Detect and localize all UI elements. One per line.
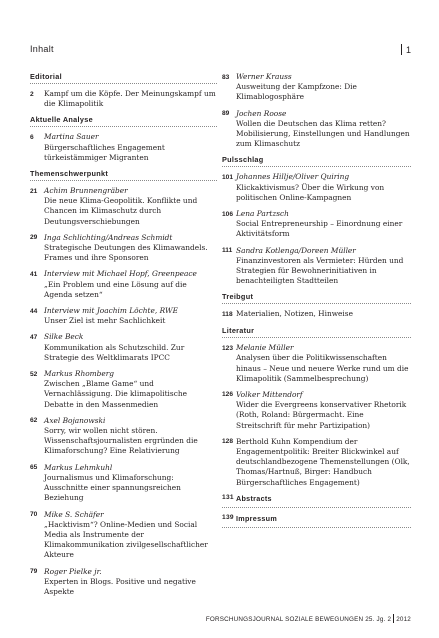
toc-entry[interactable]	[222, 246, 411, 287]
entry-author: Markus Rhomberg	[44, 369, 115, 379]
entry-page-number: 79	[30, 568, 38, 576]
entry-content	[44, 132, 217, 163]
entry-page-number: 131	[222, 494, 234, 502]
entry-author: Melanie Müller	[236, 343, 294, 353]
toc-entry[interactable]	[30, 132, 217, 163]
toc-entry[interactable]	[30, 332, 217, 363]
entry-author: Martina Sauer	[44, 132, 99, 142]
toc-section	[222, 72, 411, 149]
toc-entry[interactable]	[222, 209, 411, 240]
toc-entry[interactable]	[222, 72, 411, 103]
entry-content	[44, 269, 217, 300]
entry-content	[44, 510, 217, 561]
header-page-number: 1	[401, 44, 411, 55]
entry-page-number: 89	[222, 110, 230, 118]
entry-page-number: 101	[222, 173, 234, 181]
toc-entry[interactable]	[30, 89, 217, 109]
entry-page-number: 6	[30, 133, 34, 141]
entry-title: „Ein Problem und eine Lösung auf die Agenda setzen“	[44, 279, 187, 299]
toc-entry[interactable]	[30, 463, 217, 504]
entry-title: Ausweitung der Kampfzone: Die Klimablogosphäre	[236, 82, 357, 102]
entry-title: Klickaktivismus? Über die Wirkung von politischen Online-Kampagnen	[236, 182, 385, 202]
entry-page-number: 70	[30, 511, 38, 518]
footer-journal: FORSCHUNGSJOURNAL SOZIALE BEWEGUNGEN 25. Jg. 2	[205, 616, 392, 623]
entry-page-number: 21	[30, 187, 38, 195]
entry-title: Wollen die Deutschen das Klima retten? Mobilisierung, Einstellungen und Handlungen zum Klimaschutz	[236, 118, 410, 149]
entry-page-number: 118	[222, 310, 233, 318]
entry-page-number: 123	[222, 344, 234, 352]
toc-section	[30, 115, 217, 163]
toc-section	[222, 326, 411, 488]
entry-title: Unser Ziel ist mehr Sachlichkeit	[44, 316, 166, 326]
entry-page-number: 52	[30, 370, 38, 378]
footer-year: 2012	[396, 616, 411, 623]
toc-entry[interactable]	[222, 109, 411, 150]
entry-content	[44, 463, 217, 504]
entry-title: Kampf um die Köpfe. Der Meinungskampf um die Klimapolitik	[44, 89, 216, 109]
entry-author: Markus Lehmkuhl	[44, 462, 113, 472]
toc-entry[interactable]	[30, 510, 217, 561]
entry-content	[44, 332, 217, 363]
entry-content	[236, 437, 411, 488]
toc-column-right	[222, 72, 411, 534]
entry-title: Journalismus und Klimaforschung: Ausschnitte einer spannungsreichen Beziehung	[44, 472, 181, 503]
entry-author: Lena Partzsch	[236, 209, 289, 219]
toc-entry[interactable]	[30, 306, 217, 326]
entry-author: Roger Pielke jr.	[44, 566, 102, 576]
toc-column-left	[30, 72, 217, 603]
entry-author: Werner Krauss	[236, 72, 292, 81]
toc-section	[222, 292, 411, 320]
entry-content	[236, 209, 411, 240]
entry-title: Social Entrepreneurship – Einordnung einer Aktivitätsform	[236, 219, 403, 239]
entry-content	[236, 246, 411, 287]
entry-title: „Hacktivism“? Online-Medien und Social Media als Instrumente der Klimakommunikation zivilgesellschaftlicher Akteure	[44, 519, 208, 560]
toc-entry[interactable]	[30, 186, 217, 227]
entry-page-number: 62	[30, 417, 38, 425]
entry-title: Sorry, wir wollen nicht stören. Wissenschaftsjournalisten ergründen die Klimaforschung? Eine Relativierung	[44, 426, 198, 456]
entry-title: Analysen über die Politikwissenschaften hinaus – Neue und neuere Werke rund um die Klimapolitik (Sammelbesprechung)	[236, 353, 409, 383]
entry-page-number: 2	[30, 90, 34, 98]
entry-page-number: 65	[30, 464, 38, 472]
entry-content	[44, 567, 217, 598]
entry-title: Experten in Blogs. Positive und negative Aspekte	[44, 576, 196, 596]
entry-content	[44, 306, 217, 326]
entry-title: Kommunikation als Schutzschild. Zur Strategie des Weltklimarats IPCC	[44, 342, 185, 362]
toc-entry[interactable]	[30, 233, 217, 264]
entry-content	[44, 186, 217, 227]
header-title: Inhalt	[30, 44, 54, 54]
entry-content	[44, 369, 217, 410]
section-title: Themenschwerpunkt	[30, 169, 217, 181]
entry-author: Achim Brunnengräber	[44, 186, 128, 196]
entry-content	[236, 343, 411, 384]
entry-page-number: 111	[222, 247, 233, 255]
entry-author: Silke Beck	[44, 332, 84, 342]
entry-title: Bürgerschaftliches Engagement türkeistämmiger Migranten	[44, 142, 165, 162]
page-header	[30, 44, 411, 58]
entry-author: Interview mit Michael Hopf, Greenpeace	[44, 269, 197, 279]
entry-title: Wider die Evergreens konservativer Rhetorik (Roth, Roland: Bürgermacht. Eine Streitschrift für mehr Partizipation)	[236, 400, 407, 430]
entry-page-number: 29	[30, 234, 38, 242]
entry-content	[44, 89, 217, 109]
entry-author: Jochen Roose	[236, 108, 287, 118]
entry-content	[236, 390, 411, 431]
entry-content	[44, 233, 217, 264]
toc-entry[interactable]	[30, 416, 217, 457]
section-title: Literatur	[222, 326, 411, 338]
section-title: Treibgut	[222, 292, 411, 304]
entry-content	[236, 72, 411, 103]
entry-content	[236, 309, 411, 320]
section-title: Editorial	[30, 72, 217, 84]
toc-entry[interactable]	[222, 437, 411, 488]
toc-entry[interactable]	[30, 269, 217, 300]
entry-content	[236, 109, 411, 150]
toc-section-entry[interactable]	[222, 514, 411, 528]
entry-content	[44, 416, 217, 457]
section-title: Impressum	[236, 513, 278, 523]
toc-entry[interactable]	[222, 172, 411, 203]
entry-title: Berthold Kuhn Kompendium der Engagementpolitik: Breiter Blickwinkel auf deutschlandbezogene Themenstellungen (Olk, Thomas/Hartnuß, Birger: Handbuch Bürgerschaftliches Engagement)	[236, 436, 410, 487]
entry-title: Die neue Klima-Geopolitik. Konflikte und Chancen im Klimaschutz durch Deutungsverschiebungen	[44, 196, 198, 226]
entry-author: Volker Mittendorf	[236, 389, 303, 399]
entry-author: Interview mit Joachim Löchte, RWE	[44, 306, 178, 316]
entry-page-number: 128	[222, 438, 234, 446]
entry-content	[236, 172, 411, 203]
toc-entry[interactable]	[30, 369, 217, 410]
entry-author: Inga Schlichting/Andreas Schmidt	[44, 232, 173, 242]
entry-author: Axel Bojanowski	[44, 415, 106, 425]
entry-title: Zwischen „Blame Game“ und Vernachlässigung. Die klimapolitische Debatte in den Massenmedien	[44, 379, 187, 409]
toc-section	[222, 155, 411, 286]
toc-section	[30, 72, 217, 109]
section-title: Aktuelle Analyse	[30, 115, 217, 127]
toc-entry[interactable]	[222, 343, 411, 384]
toc-section-entry[interactable]	[222, 494, 411, 508]
entry-page-number: 47	[30, 333, 38, 341]
toc-entry[interactable]	[30, 567, 217, 598]
entry-author: Sandra Kotlenga/Doreen Müller	[236, 245, 356, 255]
entry-page-number: 41	[30, 270, 38, 278]
toc-entry[interactable]	[222, 309, 411, 320]
footer-divider	[393, 614, 394, 623]
toc-entry[interactable]	[222, 390, 411, 431]
entry-title: Finanzinvestoren als Vermieter: Hürden und Strategien für Bewohnerinitiativen in benachteiligten Stadtteilen	[236, 255, 404, 286]
entry-page-number: 83	[222, 73, 230, 81]
section-title: Abstracts	[236, 493, 272, 503]
entry-page-number: 44	[30, 307, 38, 315]
section-title: Pulsschlag	[222, 155, 411, 167]
entry-author: Johannes Hillje/Oliver Quiring	[236, 172, 350, 182]
entry-page-number: 126	[222, 391, 234, 399]
entry-title: Strategische Deutungen des Klimawandels. Frames und ihre Sponsoren	[44, 243, 208, 263]
entry-page-number: 139	[222, 514, 234, 522]
entry-title: Materialien, Notizen, Hinweise	[236, 309, 353, 319]
header-divider	[401, 44, 402, 55]
toc-section	[30, 169, 217, 597]
entry-page-number: 106	[222, 210, 234, 218]
entry-author: Mike S. Schäfer	[44, 509, 104, 519]
page-footer	[206, 614, 411, 623]
